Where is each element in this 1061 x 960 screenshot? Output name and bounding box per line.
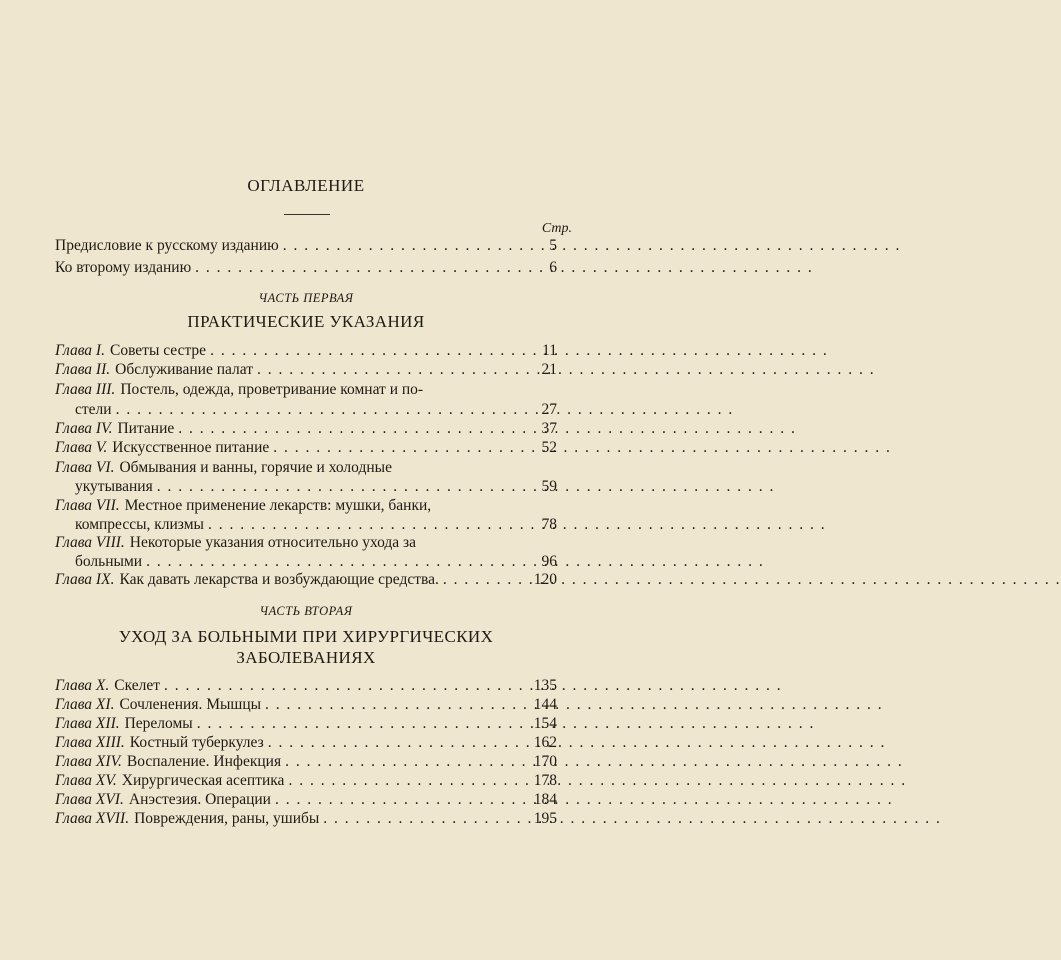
leader-dots: [285, 752, 530, 772]
toc-entry-preface: [55, 236, 557, 256]
leader-dots: [273, 438, 533, 458]
entry-title: Костный туберкулез: [129, 734, 264, 751]
toc-entry-ch5: [55, 438, 557, 458]
leader-dots: [265, 695, 530, 715]
part-two-title-line2: ЗАБОЛЕВАНИЯХ: [236, 648, 376, 667]
toc-entry-ch6-line2: [75, 477, 557, 497]
leader-dots: [275, 790, 530, 810]
entry-page: 135: [533, 677, 557, 694]
leader-dots: [288, 771, 529, 791]
leader-dots: [257, 360, 533, 380]
entry-page: 5: [549, 237, 557, 254]
entry-page: 178: [533, 772, 557, 789]
entry-title: Анэстезия. Операции: [128, 791, 271, 808]
chapter-label: Глава XII.: [55, 715, 120, 732]
entry-title-cont: больными: [75, 553, 143, 570]
part-one-label: ЧАСТЬ ПЕРВАЯ: [258, 291, 354, 305]
entry-title: Обслуживание палат: [115, 361, 254, 378]
entry-page: 78: [541, 516, 557, 533]
entry-page: 52: [541, 439, 557, 456]
leader-dots: [443, 570, 530, 590]
toc-entry-ch7-line1: [55, 496, 557, 516]
leader-dots: [208, 515, 533, 535]
toc-entry-ch17: [55, 809, 557, 829]
leader-dots: [146, 552, 533, 572]
toc-entry-ch13: [55, 733, 557, 753]
toc-entry-ch12: [55, 714, 557, 734]
entry-title: Местное применение лекарств: мушки, банки,: [124, 497, 432, 514]
leader-dots: [323, 809, 529, 829]
entry-page: 195: [533, 810, 557, 827]
chapter-label: Глава XIII.: [55, 734, 125, 751]
entry-page: 27: [541, 401, 557, 418]
toc-entry-ch8-line2: [75, 552, 557, 572]
title-rule: [284, 214, 330, 215]
toc-entry-ch1: [55, 341, 557, 361]
entry-page: 154: [533, 715, 557, 732]
chapter-label: Глава IV.: [55, 420, 113, 437]
chapter-label: Глава VI.: [55, 459, 115, 476]
toc-entry-ch15: [55, 771, 557, 791]
leader-dots: [197, 714, 530, 734]
toc-entry-ch9: [55, 570, 557, 590]
entry-title-cont: компрессы, клизмы: [75, 516, 204, 533]
entry-title: Ко второму изданию: [55, 259, 192, 276]
entry-page: 6: [549, 259, 557, 276]
leader-dots: [210, 341, 533, 361]
entry-page: 120: [533, 571, 557, 588]
chapter-label: Глава III.: [55, 381, 116, 398]
part-two-label: ЧАСТЬ ВТОРАЯ: [259, 604, 353, 618]
entry-title: Питание: [117, 420, 175, 437]
entry-page: 162: [533, 734, 557, 751]
entry-title: Как давать лекарства и возбуждающие средства.: [119, 571, 439, 588]
chapter-label: Глава II.: [55, 361, 111, 378]
entry-title: Скелет: [114, 677, 161, 694]
entry-page: 21: [541, 361, 557, 378]
chapter-label: Глава I.: [55, 342, 105, 359]
entry-title: Постель, одежда, проветривание комнат и по-: [120, 381, 424, 398]
toc-entry-ch10: [55, 676, 557, 696]
toc-entry-ch6-line1: [55, 458, 557, 478]
entry-title: Обмывания и ванны, горячие и холодные: [119, 459, 392, 476]
chapter-label: Глава XV.: [55, 772, 117, 789]
entry-title: Сочленения. Мышцы: [119, 696, 262, 713]
entry-title: Воспаление. Инфекция: [126, 753, 282, 770]
entry-title: Искусственное питание: [112, 439, 270, 456]
chapter-label: Глава XI.: [55, 696, 115, 713]
toc-entry-ch16: [55, 790, 557, 810]
leader-dots: [268, 733, 530, 753]
entry-title: Хирургическая асептика: [121, 772, 285, 789]
leader-dots: [283, 236, 533, 256]
leader-dots: [178, 419, 533, 439]
leader-dots: [164, 676, 530, 696]
toc-entry-ch8-line1: [55, 533, 557, 553]
entry-title: Предисловие к русскому изданию: [55, 237, 279, 254]
chapter-label: Глава VIII.: [55, 534, 125, 551]
toc-entry-ch3-line1: [55, 380, 557, 400]
toc-entry-ch14: [55, 752, 557, 772]
chapter-label: Глава XVII.: [55, 810, 130, 827]
part-one-title: ПРАКТИЧЕСКИЕ УКАЗАНИЯ: [187, 312, 425, 331]
entry-page: 11: [542, 342, 557, 359]
toc-entry-ch3-line2: [75, 400, 557, 420]
entry-title: Некоторые указания относительно ухода за: [129, 534, 417, 551]
toc-entry-ch4: [55, 419, 557, 439]
chapter-label: Глава VII.: [55, 497, 120, 514]
entry-title-cont: стели: [75, 401, 112, 418]
page-title: ОГЛАВЛЕНИЕ: [247, 176, 365, 195]
toc-entry-ch11: [55, 695, 557, 715]
entry-title: Советы сестре: [109, 342, 207, 359]
page-column-header: Стр.: [541, 221, 572, 236]
entry-page: 96: [541, 553, 557, 570]
toc-entry-second-edition: [55, 258, 557, 278]
chapter-label: Глава V.: [55, 439, 108, 456]
entry-page: 59: [541, 478, 557, 495]
leader-dots: [116, 400, 533, 420]
toc-entry-ch7-line2: [75, 515, 557, 535]
entry-page: 144: [533, 696, 557, 713]
toc-entry-ch2: [55, 360, 557, 380]
chapter-label: Глава X.: [55, 677, 110, 694]
entry-title: Повреждения, раны, ушибы: [134, 810, 320, 827]
entry-page: 170: [533, 753, 557, 770]
chapter-label: Глава XVI.: [55, 791, 124, 808]
leader-dots: [157, 477, 533, 497]
entry-title-cont: укутывания: [75, 478, 153, 495]
chapter-label: Глава IX.: [55, 571, 115, 588]
entry-page: 37: [541, 420, 557, 437]
part-two-title-line1: УХОД ЗА БОЛЬНЫМИ ПРИ ХИРУРГИЧЕСКИХ: [118, 627, 494, 646]
entry-title: Переломы: [124, 715, 193, 732]
chapter-label: Глава XIV.: [55, 753, 122, 770]
leader-dots: [195, 258, 533, 278]
entry-page: 184: [533, 791, 557, 808]
